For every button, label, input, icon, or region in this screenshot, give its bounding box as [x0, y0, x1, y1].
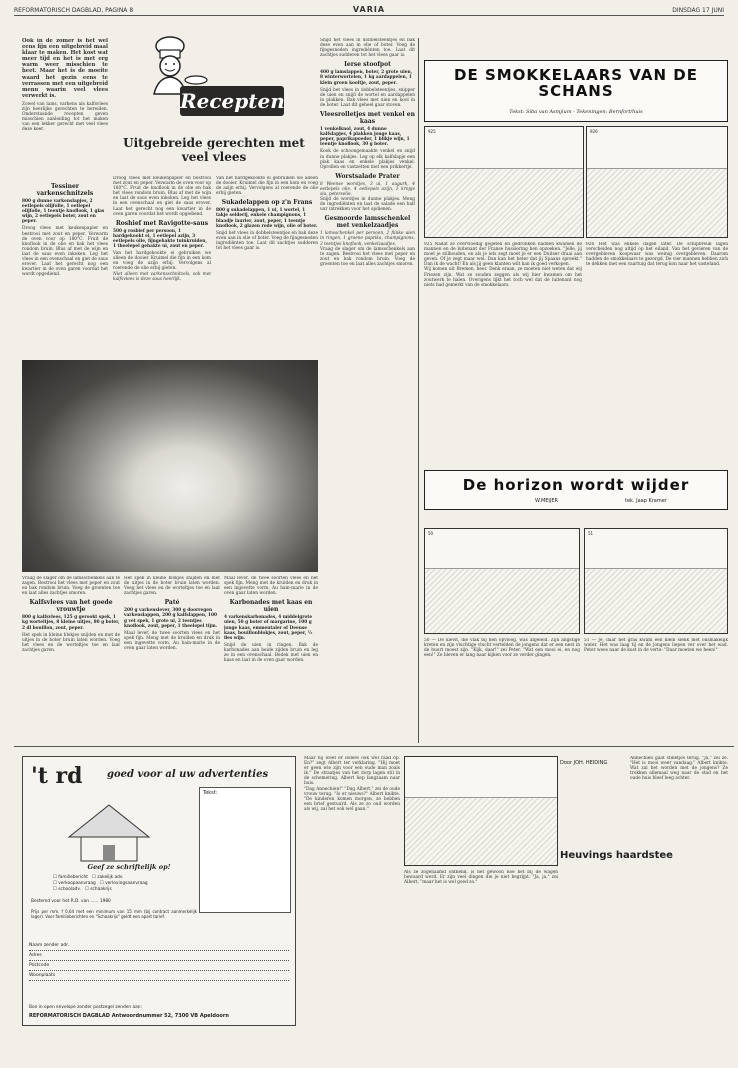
recipe-text-tessiner-cont: Droog vlees met keukenpapier en bestrooi met zout en peper. Verwarm de oven voor op 180°C. Fruit de knoflook in de olie en bak het vlees rondom bruin. Blus af met de wijn en laat de saus even inkoken. Leg het vlees in een ovenschaal en giet de saus erover. Laat het gerecht nog een kwartier in de oven garen voordat het wordt opgediend. — [113, 176, 211, 217]
comic1-banner — [424, 60, 728, 122]
recipe-col-2 — [113, 176, 211, 356]
comic1-caption-2: 926 Het was enkele dagen later. De schipbreuk lagen verscheiden nog altijd op het eiland. Van het gevieren van de overgebleven koopwaar was weinig overgebleven. Daarom hadden de smokkelaars te gezorgd. De vier mannen hebben zich te dekken met een vaartuig dat terug kon naar het vasteland. — [586, 242, 728, 268]
recipe-text-kalfsvlees: Het spek in kleine blokjes snijden en met de uitjes in de boter bruin laten worden. Voeg het vlees en de worteltjes toe en laat zachtjes garen. — [22, 632, 120, 653]
story-title: Heuvings haardstee — [560, 850, 673, 861]
ad-logo: 't rd — [31, 763, 83, 789]
comic2-artist: tek. Jaap Kramer — [625, 498, 667, 504]
ad-slogan: goed voor al uw advertenties — [107, 769, 269, 780]
story-author: Door JOH. HEIDING — [560, 760, 608, 766]
story-col-3: Annechien gaat stilletjes terug. "Ja," zei ze. "Het is mooi weer vandaag." Albert knikte. Wat zal het worden met de jongens? Ze trokken allemaal weg naar de stad en het oude huis bleef leeg achter. — [630, 756, 728, 782]
recipe-col-3 — [216, 176, 318, 356]
recipe-title-worstsalade: Worstsalade Prater — [335, 172, 400, 180]
recipe-title-karbonades: Karbonades met kaas en uien — [229, 599, 313, 614]
ad-type-school[interactable]: ☐ schooladv. ☐ schaakrijs — [53, 887, 112, 892]
recipe-title-tessiner: Tessiner varkenschnitzels — [36, 183, 94, 197]
panel-number: 51 — [588, 531, 594, 536]
recipe-title-sukade: Sukadelappen op z'n Frans — [221, 199, 313, 207]
story-col-1: Maar hij weet er iedere ook wel raad op. En?" zegt Albert ter verklaring. "Hij moet er geen wie zijn voor een oude man zoals ik." De straatjes van het dorp lagen stil in de schemering. Albert liep langzaam naar huis. "Dag Annechien!" "Dag Albert," zei de oude vrouw terug. "Is er nieuws?" Albert knikte. "De kinderen komen morgen, ze hebben een brief gestuurd. Als ze zo oud worden als wij, zal het ook wel gaan." — [304, 756, 400, 812]
recipe-text-worstsalade: Snijd de worstjes in dunne plakjes. Meng de ingrediënten en laat de salade een half uur intrekken voor het opdienen. — [320, 197, 415, 213]
panel-number: 925 — [428, 129, 436, 134]
recipe-text-sukade-cont: Snijd het vlees in dobbelsteentjes en bak deze even aan in olie of boter. Voeg de fijngesneden ingrediënten toe. Laat dit zachtjes sudderen tot het vlees gaar is. — [320, 38, 415, 59]
ad-cottage-illustration — [59, 787, 159, 867]
ad-field-naam[interactable]: Naam zender adr. — [29, 941, 289, 951]
food-photo — [22, 360, 318, 572]
comic2-caption-1: 50 — De kievit, die vlak bij hen opvloog, was afgeleid. Zijn angstige kreten en zijn vluchtige vlucht vertelden de jongens dat er een nest in de buurt moest zijn. "Kijk, daar!" zei Peter. "Wat een mooi ei, en nog een!" Ze bleven er lang naar kijken voor ze verder gingen. — [424, 638, 580, 659]
comic1-panel-1 — [424, 126, 584, 238]
cottage-icon — [59, 787, 159, 867]
recipe-text-vleesrolletjes: Kook de schoongemaakte venkel en snijd in dunne plakjes. Leg op elk kalfslapje een plak kaas en enkele plakjes venkel. Oprollen en vastzetten met een prikkertje. — [320, 149, 415, 170]
ad-coupon — [22, 756, 296, 1026]
recipe-col-4 — [320, 38, 415, 593]
recipe-ingredients-ierse: 400 g lamslappen, boter, 2 grote uien, 8 winterwortelen, 1 kg aardappelen, 1 klein groen kooltje, zout, peper. — [320, 70, 413, 86]
ad-text-box[interactable] — [199, 787, 291, 913]
comic2-panel-1 — [424, 528, 580, 634]
recipe-note-rosbief: Niet alleen met varkensschnitzels, ook met kalfsvlees is deze saus heerlijk. — [113, 271, 211, 282]
header-left: REFORMATORISCH DAGBLAD, PAGINA 8 — [14, 7, 134, 14]
recipe-ingredients-pate: 200 g varkenslever, 300 g doorregen varkenslappen, 200 g kalfslappen, 100 g vet spek, 1 grote ui, 2 teentjes knoflook, zout, peper, 1 theelepel tijm. — [124, 608, 218, 629]
panel-number: 50 — [428, 531, 434, 536]
intro-text: Ook in de zomer is het wel eens fijn een uitgebreid maal klaar te maken. Het kost wat meer tijd en het is met erg warm weer misschien te heet. Maar het is de moeite waard het gezin eens te verrassen met een uitgebreid menu waarin veel vlees verwerkt is. — [22, 38, 108, 99]
comic2-author: W.MEIJER — [535, 498, 559, 504]
ad-field-adres[interactable]: Adres — [29, 951, 289, 961]
recipe-ingredients-rosbief: 500 g rosbief per persoon, 1 hardgekookt ei, 1 eetlepel azijn, 3 eetlepels olie, fijngehakte tuinkruiden, 1 theelepel gehakte ui, zout en peper. — [113, 228, 207, 250]
comic1-credits: Tekst: Siba van Asmjium - Tekeningen: Bernfort/huis — [509, 109, 643, 115]
main-recipe-title: Uitgebreide gerechten met veel vlees — [123, 136, 305, 164]
recipe-ingredients-sukade: 800 g sukadelappen, 1 ui, 1 wortel, 1 takje selderij, enkele champignons, 1 blaadje laurier, zout, peper, 1 teentje knoflook, 2 glazen rode wijn, olie of boter. — [216, 208, 318, 229]
recipe-text-lamsschenkel-cont: Vraag de slager om de lamsschenkels aan te zagen. Bestrooi het vlees met peper en zout en bak rondom bruin. Voeg de groenten toe en laat alles zachtjes smoren. — [22, 576, 120, 597]
recipe-text-kalfsvlees-cont: Het spek in kleine blokjes snijden en met de uitjes in de boter bruin laten worden. Voeg het vlees en de worteltjes toe en laat zachtjes garen. — [124, 576, 220, 597]
recipe-ingredients-tessiner: 800 g dunne varkenslapjes, 2 eetlepels olijfolie, 1 eetlepel olijfolie, 1 teentje knoflook, 1 glas wijn, 2 eetlepels boter, zout en peper. — [22, 199, 105, 225]
story-illustration — [404, 756, 558, 866]
comic1-title: DE SMOKKELAARS VAN DE SCHANS — [454, 66, 698, 100]
page-header — [14, 6, 724, 16]
horizontal-rule — [14, 746, 734, 747]
recipe-title-pate: Paté — [164, 599, 180, 607]
recipe-ingredients-kalfsvlees: 800 g kalfsvlees, 125 g gerookt spek, 1 kg worteltjes, 8 kleine uitjes, 80 g boter, 2 dl bouillon, zout, peper. — [22, 615, 120, 631]
column-rule-1 — [418, 38, 419, 743]
ad-send: Bon in open envelope zonder postzegel zenden aan: — [29, 1005, 142, 1010]
recipe-text-rosbief: Van het hardgekookte ei gebruiken we alleen de dooier. Kruimel die fijn in een kom en voeg de azijn erbij. Vervolgens al roerende de olie erbij gieten. — [113, 251, 211, 272]
header-date: DINSDAG 17 JUNI — [672, 7, 724, 14]
ad-type-verkoop[interactable]: ☐ verkoopaanvraag ☐ verlovingsaanvraag — [53, 881, 148, 886]
recipe-title-vleesrolletjes: Vleesrolletjes met venkel en kaas — [320, 111, 415, 126]
comic2-banner — [424, 470, 728, 510]
recipe-title-kalfsvlees: Kalfsvlees van het goede vrouwtje — [29, 599, 113, 614]
recipe-text-tessiner: Droog vlees met keukenpapier en bestrooi met zout en peper. Verwarm de oven voor op 180°C. Fruit de knoflook in de olie en bak het vlees rondom bruin. Blus af met de wijn en laat de saus even inkoken. Leg het vlees in een ovenschaal en giet de saus erover. Laat het gerecht nog een kwartier in de oven garen voordat het wordt opgediend. — [22, 226, 108, 278]
ad-note: Bestemd voor het R.D. van ...... 1980 — [31, 899, 111, 904]
recipe-text-lamsschenkel: Vraag de slager om de lamsschenkels aan te zagen. Bestrooi het vlees met peper en zout en bak rondom bruin. Voeg de groenten toe en laat alles zachtjes smoren. — [320, 246, 415, 267]
recipes-banner: Recepten — [180, 86, 284, 116]
recipe-text-rosbief-cont: Van het hardgekookte ei gebruiken we alleen de dooier. Kruimel die fijn in een kom en voeg de azijn erbij. Vervolgens al roerende de olie erbij gieten. — [216, 176, 318, 197]
intro-text-2: Zowel van lams, varkens als kalfsvlees zijn heerlijke gerechten te bereiden. Onderstaande recepten geven misschien aanleiding tot het maken van een lekker gerecht met veel vlees deze keer. — [22, 101, 108, 133]
story-col-2: Als ze zogenaamd ontkend, is het gewoon hoe het bij de wagen bewaard werd. Er zijn veel dingen die je niet begrijpt. "Ja, ja," zei Albert, "maar het is wel goed zo." — [404, 870, 558, 886]
recipe-title-block — [108, 136, 320, 172]
ad-field-woonplaats[interactable]: Woonplaats — [29, 971, 289, 981]
panel-number: 926 — [590, 129, 598, 134]
comic2-title: De horizon wordt wijder — [462, 476, 690, 494]
comic2-panel-2 — [584, 528, 728, 634]
recipe-title-rosbief: Roshief met Ravigotte-saus — [115, 219, 209, 227]
ad-headline: Geef ze schriftelijk op! — [87, 863, 171, 871]
recipe-col-b3 — [224, 576, 318, 741]
recipe-text-sukade: Snijd het vlees in dobbelsteentjes en bak deze even aan in olie of boter. Voeg de fijngesneden ingrediënten toe. Laat dit zachtjes sudderen tot het vlees gaar is. — [216, 230, 318, 252]
ad-tekst-label: Tekst: — [203, 790, 218, 796]
recipe-text-ierse: Snijd het vlees in dobbelsteentjes, snipper de uien en snijd de wortel en aardappelen in plakken. Bak vlees met uien en kool in de boter. Laat dit geheel gaar stoven. — [320, 87, 415, 108]
recipes-intro — [22, 38, 108, 178]
ad-field-postcode[interactable]: Postcode — [29, 961, 289, 971]
ad-price: Prijs per mm. f 0,64 met een minimum van 15 mm (bij contract aanmerkelijk lager). Voor familieberichten en "Schaakrijs" geldt een apart tarief. — [31, 909, 197, 919]
recipe-col-1 — [22, 180, 108, 355]
recipe-text-karbonades: Snijd de uien in ringen. Bak de karbonades aan beide zijden bruin en leg ze in een ovenschaal. Bedek met uien en kaas en laat in de oven gaar worden. — [224, 642, 318, 664]
recipe-col-b1 — [22, 576, 120, 741]
recipe-ingredients-karbonades: 4 varkenskarbonades, 4 middelgrote uien, 50 g boter of margarine, 100 g jonge kaas, emmentaler of Deense kaas, bouillonblokjes, zout, peper, ½ fles wijn. — [224, 615, 313, 641]
ad-type-familiebericht[interactable]: ☐ familiebericht ☐ zakelijk adv. — [53, 875, 124, 880]
recipe-ingredients-vleesrolletjes: 1 venkelknol, zout, 4 dunne kalfslapjes, 4 plakken jonge kaas, peper, paprikapoeder, 1 blikje wijn, 1 teentje knoflook, 30 g boter. — [320, 127, 410, 148]
recipe-col-b2 — [124, 576, 220, 741]
recipe-ingredients-lamsschenkel: 1 lamsschenkel per persoon, 2 flinke uien in ringen, 1 groene paprika, champignons, 3 teentjes knoflook, venkelzaadjes. — [320, 231, 415, 247]
header-section: VARIA — [352, 5, 386, 14]
ad-form — [23, 941, 295, 981]
comic1-panel-2 — [586, 126, 728, 238]
ad-address: REFORMATORISCH DAGBLAD Antwoordnummer 52, 7300 VB Apeldoorn — [29, 1013, 229, 1019]
recipe-title-ierse: Ierse stoofpot — [344, 61, 391, 69]
recipe-text-pate: Maal lever, de twee soorten vlees en het spek fijn. Meng met de kruiden en druk in een ingevette vorm. Au bain-marie in de oven gaar laten worden. — [124, 630, 220, 652]
recipe-ingredients-worstsalade: 8 Weense worstjes, 3 ui, 1 augurk, 4 eetlepels olie, 4 eetlepels azijn, 1 kropje sla, peterselie. — [320, 181, 415, 197]
comic1-caption-1: 925 Nadat ze overvloedig gegeten en gedronken hadden kwamen de mannen en de luitenant der Franse hussiering hen opzoeken. "Jelle, jij moet je stilhouden, en als je iets zegt moet je er een Duitser draai aan geven. Of je zegt maar wel. Dan kan het beter dat jij Spaans spreekt." Dan ik de wacht! En als jij geen klanten wilt kan ik goed verkopen. Wij komen uit Bremen, heer. Denk eraan, ze moeten niet weten dat wij Friezen zijn. Wat ze zouden zeggen als wij hier kwamen om het zoutwerk te halen. Overigens lijkt het toch wel dat de luitenant nog niets had gemerkt van de smokkelaars. — [424, 242, 582, 288]
comic2-caption-2: 51 — Je, daar het gras kwam een klein slenk met onsmakelijk water. Het was laag tij en de jongens liepen ver over het wad. Peter wees naar de kust in de verte: "Daar moeten we heen!" — [584, 638, 728, 654]
recipe-title-lamsschenkel: Gesmoorde lamsschenkel met venkelzaadjes — [324, 215, 411, 230]
recipe-text-pate-cont: Maal lever, de twee soorten vlees en het spek fijn. Meng met de kruiden en druk in een ingevette vorm. Au bain-marie in de oven gaar laten worden. — [224, 576, 318, 597]
